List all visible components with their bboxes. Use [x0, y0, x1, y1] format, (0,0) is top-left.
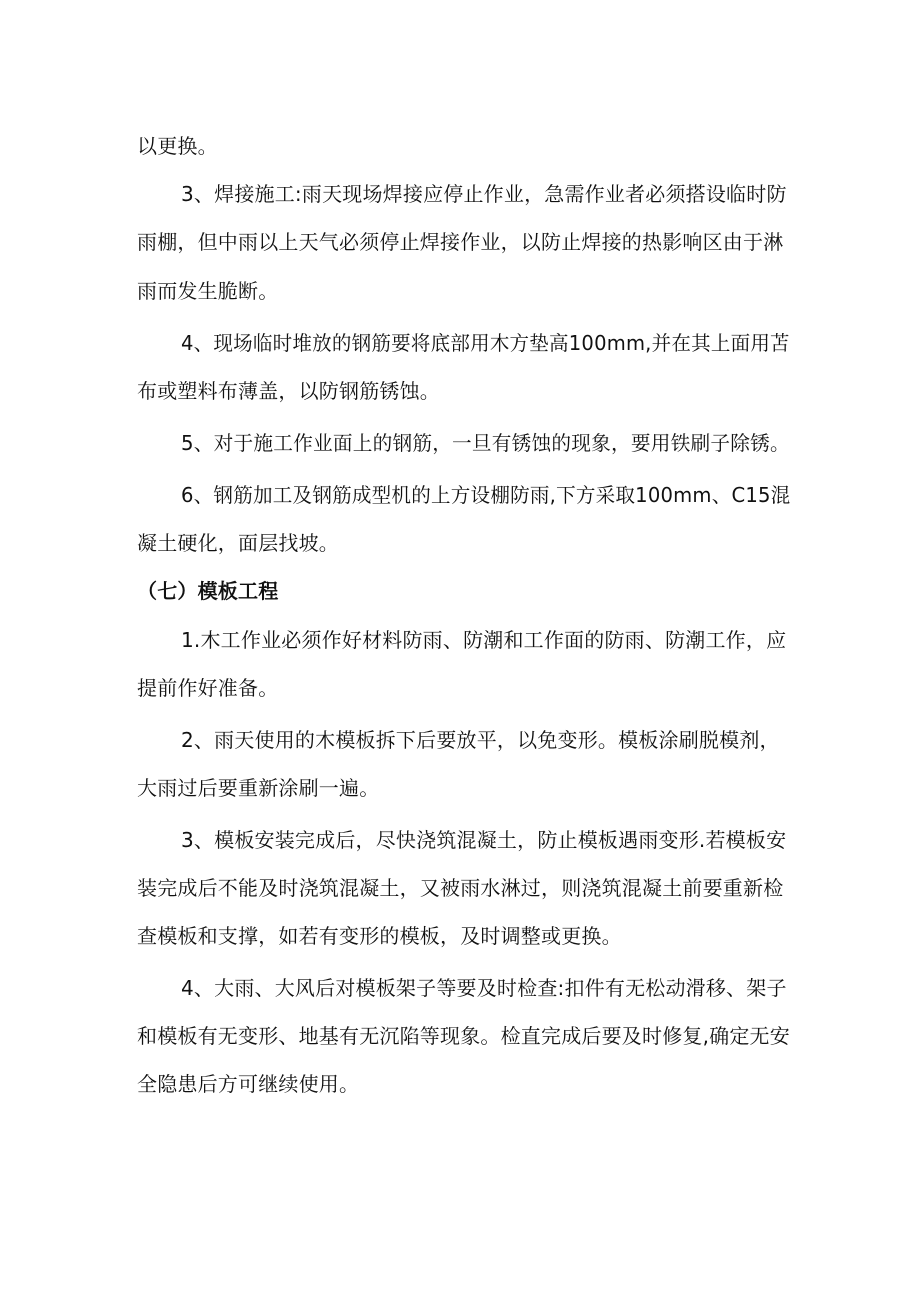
- text-line: 3、模板安装完成后，尽快浇筑混凝土，防止模板遇雨变形.若模板安: [181, 828, 787, 852]
- text-line: 4、大雨、大风后对模板架子等要及时检查:扣件有无松动滑移、架子: [181, 976, 787, 1000]
- text-line: 5、对于施工作业面上的钢筋，一旦有锈蚀的现象，要用铁刷子除锈。: [181, 431, 790, 455]
- text-line: 和模板有无变形、地基有无沉陷等现象。检直完成后要及时修复,确定无安: [137, 1024, 790, 1048]
- text-line: 2、雨天使用的木模板拆下后要放平，以免变形。模板涂刷脱模剂，: [181, 728, 780, 752]
- text-line: 布或塑料布薄盖，以防钢筋锈蚀。: [137, 379, 440, 403]
- text-line: 查模板和支撑，如若有变形的模板，及时调整或更换。: [137, 924, 622, 948]
- text-line: 6、钢筋加工及钢筋成型机的上方设棚防雨,下方采取100mm、C15混: [181, 483, 791, 507]
- text-line: 全隐患后方可继续使用。: [137, 1072, 360, 1096]
- text-line: 大雨过后要重新涂刷一遍。: [137, 776, 380, 800]
- text-line: 凝土硬化，面层找坡。: [137, 531, 339, 555]
- section-heading: （七）模板工程: [137, 579, 279, 603]
- text-line: 以更换。: [137, 134, 218, 158]
- text-line: 雨而发生脆断。: [137, 279, 279, 303]
- text-line: 1.木工作业必须作好材料防雨、防潮和工作面的防雨、防潮工作，应: [181, 628, 787, 652]
- text-line: 提前作好准备。: [137, 676, 279, 700]
- text-line: 3、焊接施工:雨天现场焊接应停止作业，急需作业者必须搭设临时防: [181, 182, 787, 206]
- text-line: 雨棚，但中雨以上天气必须停止焊接作业，以防止焊接的热影响区由于淋: [137, 230, 784, 254]
- text-line: 装完成后不能及时浇筑混凝土，又被雨水淋过，则浇筑混凝土前要重新检: [137, 876, 784, 900]
- text-line: 4、现场临时堆放的钢筋要将底部用木方垫高100mm,并在其上面用苫: [181, 331, 790, 355]
